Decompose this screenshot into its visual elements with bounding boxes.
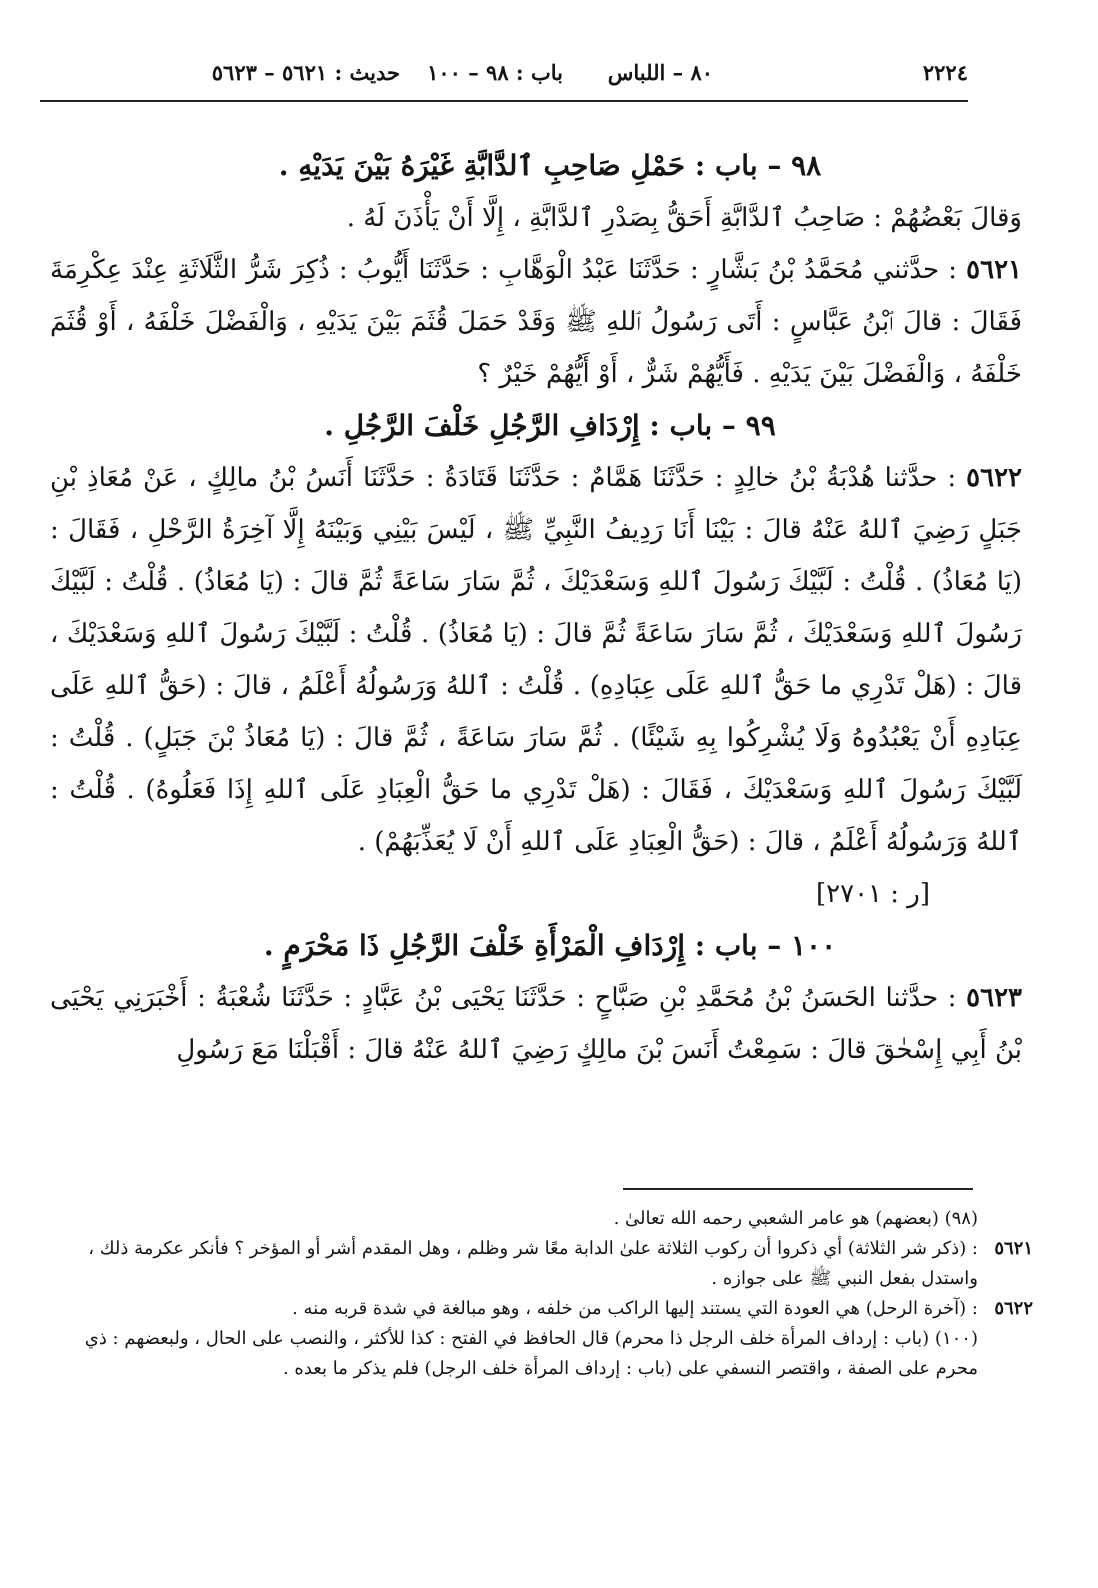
chapter-100-heading: ١٠٠ – باب : إِرْدَافِ الْمَرْأَةِ خَلْفَ الرَّجُلِ ذَا مَحْرَمٍ . bbox=[263, 929, 837, 962]
footnote-5622 bbox=[52, 1294, 1033, 1324]
footnote-number: ٥٦٢٢ bbox=[994, 1298, 1033, 1319]
page-number: ٢٢٢٤ bbox=[922, 60, 968, 85]
footnote-text: (٩٨) (بعضهم) هو عامر الشعبي رحمه الله تعالىٰ . bbox=[613, 1208, 978, 1229]
chapter-99-heading: ٩٩ – باب : إِرْدَافِ الرَّجُلِ خَلْفَ الرَّجُلِ . bbox=[324, 409, 776, 442]
hadith-number: ٥٦٢٣ bbox=[966, 983, 1023, 1013]
chapter-range: باب : ٩٨ – ١٠٠ bbox=[427, 60, 563, 85]
hadith-5621 bbox=[50, 244, 1050, 400]
footnote-text: : (آخرة الرحل) هي العودة التي يستند إليها الراكب من خلفه ، وهو مبالغة في شدة قربه منه . bbox=[292, 1298, 978, 1319]
book-title: ٨٠ – اللباس bbox=[607, 60, 713, 85]
footnote-text: (١٠٠) (باب : إرداف المرأة خلف الرجل ذا محرم) قال الحافظ في الفتح : كذا للأكثر ، والنصب على الحال ، ولبعضهم : ذي محرم على الصفة ، واقتصر النسفي على (باب : إرداف المرأة خلف الرجل) فلم يذكر ما بعده . bbox=[84, 1328, 978, 1379]
hadith-text: : حدَّثني مُحَمَّدُ بْنُ بَشَّارٍ : حَدَّثَنَا عَبْدُ الْوَهَّابِ : حَدَّثَنَا أَيُّوبُ : ذُكِرَ شَرُّ الثَّلَاثَةِ عِنْدَ عِكْرِمَةَ فَقَالَ : قالَ ٱبْنُ عَبَّاسٍ : أَتَى رَسُولُ ٱللهِ ﷺ وَقَدْ حَمَلَ قُثَمَ بَيْنَ يَدَيْهِ ، وَالْفَضْلَ خَلْفَهُ ، أَوْ قُثَمَ خَلْفَهُ ، وَالْفَضْلَ بَيْنَ يَدَيْهِ . فَأَيُّهُمْ شَرٌّ ، أَوْ أَيُّهُمْ خَيْرٌ ؟ bbox=[50, 255, 1022, 389]
footnote-98 bbox=[52, 1204, 978, 1234]
hadith-number: ٥٦٢٢ bbox=[966, 463, 1022, 493]
hadith-range: حديث : ٥٦٢١ – ٥٦٢٣ bbox=[211, 60, 400, 85]
footnote-100 bbox=[52, 1324, 978, 1384]
header-divider bbox=[40, 100, 968, 102]
cross-reference: [ر : ٢٧٠١] bbox=[815, 879, 930, 909]
hadith-5623 bbox=[50, 972, 1050, 1076]
footnote-number: ٥٦٢١ bbox=[994, 1238, 1033, 1259]
footnote-5621 bbox=[52, 1234, 1033, 1294]
running-header bbox=[40, 52, 968, 92]
hadith-text: : حدَّثنا هُدْبَةُ بْنُ خالِدٍ : حَدَّثَنَا هَمَّامٌ : حَدَّثَنَا قَتَادَةُ : حَدَّثَنَا أَنَسُ بْنُ مالِكٍ ، عَنْ مُعَاذِ بْنِ جَبَلٍ رَضِيَ ٱللهُ عَنْهُ قالَ : بَيْنَا أَنَا رَدِيفُ النَّبِيِّ ﷺ ، لَيْسَ بَيْنِي وَبَيْنَهُ إِلَّا آخِرَةُ الرَّحْلِ ، فَقَالَ : (يَا مُعَاذُ) . قُلْتُ : لَبَّيْكَ رَسُولَ ٱللهِ وَسَعْدَيْكَ ، ثُمَّ سَارَ سَاعَةً ثُمَّ قالَ : (يَا مُعَاذُ) . قُلْتُ : لَبَّيْكَ رَسُولَ ٱللهِ وَسَعْدَيْكَ ، ثُمَّ سَارَ سَاعَةً ثُمَّ قالَ : (يَا مُعَاذُ) . قُلْتُ : لَبَّيْكَ رَسُولَ ٱللهِ وَسَعْدَيْكَ ، قالَ : (هَلْ تَدْرِي ما حَقُّ ٱللهِ عَلَى عِبَادِهِ) . قُلْتُ : ٱللهُ وَرَسُولُهُ أَعْلَمُ ، قالَ : (حَقُّ ٱللهِ عَلَى عِبَادِهِ أَنْ يَعْبُدُوهُ وَلَا يُشْرِكُوا بِهِ شَيْئًا) . ثُمَّ سَارَ سَاعَةً ، ثُمَّ قالَ : (يَا مُعَاذُ بْنَ جَبَلٍ) . قُلْتُ : لَبَّيْكَ رَسُولَ ٱللهِ وَسَعْدَيْكَ ، فَقَالَ : (هَلْ تَدْرِي ما حَقُّ الْعِبَادِ عَلَى ٱللهِ إِذَا فَعَلُوهُ) . قُلْتُ : ٱللهُ وَرَسُولُهُ أَعْلَمُ ، قالَ : (حَقُّ الْعِبَادِ عَلَى ٱللهِ أَنْ لَا يُعَذِّبَهُمْ) . bbox=[50, 463, 1022, 857]
footnotes bbox=[52, 1204, 1033, 1384]
hadith-number: ٥٦٢١ bbox=[966, 255, 1022, 285]
chapter-98-intro: وَقالَ بَعْضُهُمْ : صَاحِبُ ٱلدَّابَّةِ أَحَقُّ بِصَدْرِ ٱلدَّابَّةِ ، إِلَّا أَنْ يَأْذَنَ لَهُ . bbox=[346, 203, 1022, 233]
hadith-text: : حدَّثنا الحَسَنُ بْنُ مُحَمَّدِ بْنِ صَبَّاحٍ : حَدَّثَنَا يَحْيَى بْنُ عَبَّادٍ : حَدَّثَنَا شُعْبَةُ : أَخْبَرَنِي يَحْيَى بْنُ أَبِي إِسْحٰقَ قالَ : سَمِعْتُ أَنَسَ بْنَ مالِكٍ رَضِيَ ٱللهُ عَنْهُ قالَ : أَقْبَلْنَا مَعَ رَسُولِ bbox=[50, 983, 1022, 1065]
footnote-text: : (ذكر شر الثلاثة) أي ذكروا أن ركوب الثلاثة علىٰ الدابة معًا شر وظلم ، وهل المقدم أشر أو المؤخر ؟ فأنكر عكرمة ذلك ، واستدل بفعل النبي ﷺ على جوازه . bbox=[88, 1238, 978, 1289]
chapter-98-heading: ٩٨ – باب : حَمْلِ صَاحِبِ ٱلدَّابَّةِ غَيْرَهُ بَيْنَ يَدَيْهِ . bbox=[278, 149, 822, 182]
hadith-5622 bbox=[50, 452, 1050, 868]
footnote-divider bbox=[623, 1188, 973, 1190]
main-text bbox=[50, 140, 1050, 1076]
